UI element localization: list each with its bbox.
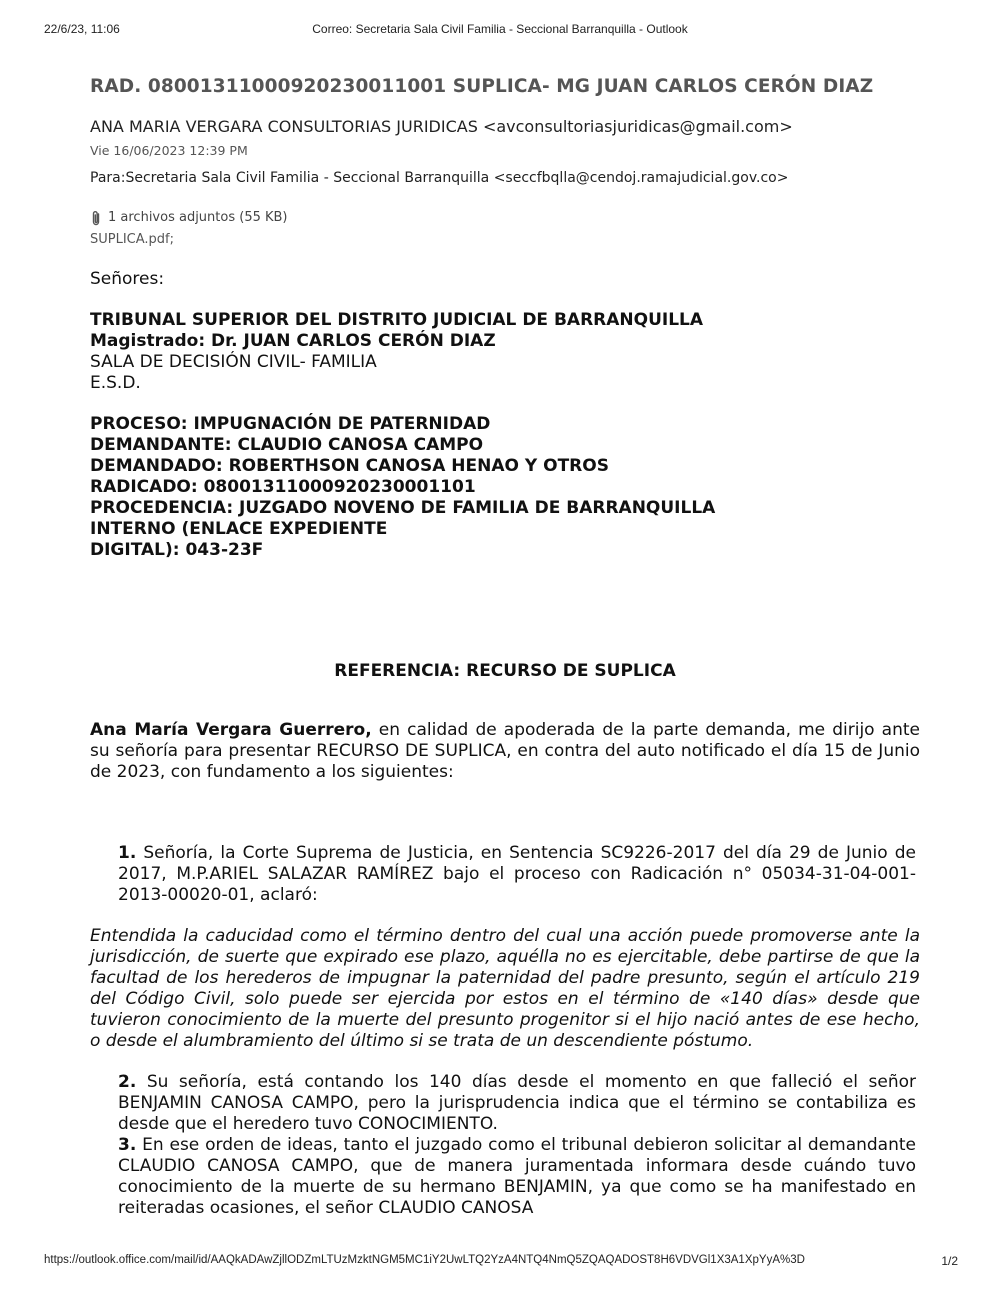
quoted-jurisprudence: Entendida la caducidad como el término dentro del cual una acción puede promoverse ante la jurisdicción, de suerte que expirado ese plazo, aquélla no es ejercitable, debe partirse de que la facultad de los herederos de impugnar la paternidad del padre presunto, según el artículo 219 del Código Civil, solo puede ser ejercida por estos en el término de «140 días» desde que tuvieron conocimiento de la muerte del presunto progenitor si el hijo nació antes de ese hecho, o desde el alumbramiento del último si se trata de un descendiente póstumo. — [90, 926, 920, 1051]
esd: E.S.D. — [90, 373, 141, 393]
item-text: En ese orden de ideas, tanto el juzgado como el tribunal debieron solicitar al demandante CLAUDIO CANOSA CAMPO, que de manera juramentada informara desde cuándo tuvo conocimiento de la muerte de su hermano BENJAMIN, ya que como se ha manifestado en reiteradas ocasiones, el señor CLAUDIO CANOSA — [118, 1135, 916, 1218]
greeting: Señores: — [90, 269, 165, 289]
print-url: https://outlook.office.com/mail/id/AAQkADAwZjllODZmLTUzMzktNGM5MC1iY2UwLTQ2YzA4NTQ4NmQ5ZQAQADOST8H6VDVGl1X3A1XpYyA%3D — [44, 1254, 805, 1266]
intro-text: en calidad de apoderada de la parte demanda, me dirijo ante su señoría para presentar RECURSO DE SUPLICA, en contra del auto notificado el día 15 de Junio de 2023, con fundamento a los siguientes: — [90, 720, 920, 782]
paperclip-icon — [90, 210, 102, 227]
interno-line-1: INTERNO (ENLACE EXPEDIENTE — [90, 519, 388, 539]
list-item — [90, 843, 920, 906]
intro-name: Ana María Vergara Guerrero, — [90, 720, 372, 740]
list-item — [90, 1135, 920, 1219]
demandante: DEMANDANTE: CLAUDIO CANOSA CAMPO — [90, 435, 484, 455]
attachments-summary[interactable] — [90, 208, 920, 228]
item-text: Señoría, la Corte Suprema de Justicia, en Sentencia SC9226-2017 del día 29 de Junio de 2017, M.P.ARIEL SALAZAR RAMÍREZ bajo el proceso con Radicación n° 05034-31-04-001-2013-00020-01, aclaró: — [118, 843, 916, 905]
item-number: 1. — [118, 843, 137, 863]
email-subject: RAD. 08001311000920230011001 SUPLICA- MG JUAN CARLOS CERÓN DIAZ — [90, 76, 874, 97]
attachments-label: 1 archivos adjuntos (55 KB) — [108, 210, 288, 225]
court-name: TRIBUNAL SUPERIOR DEL DISTRITO JUDICIAL DE BARRANQUILLA — [90, 310, 704, 330]
item-number: 3. — [118, 1135, 137, 1155]
item-number: 2. — [118, 1072, 137, 1092]
demandado: DEMANDADO: ROBERTHSON CANOSA HENAO Y OTROS — [90, 456, 609, 476]
page-number: 1/2 — [941, 1254, 958, 1268]
interno-line-2: DIGITAL): 043-23F — [90, 540, 264, 560]
item-text: Su señoría, está contando los 140 días desde el momento en que falleció el señor BENJAMIN CANOSA CAMPO, pero la jurisprudencia indica que el término se contabiliza es desde que el heredero tuvo CONOCIMIENTO. — [118, 1072, 916, 1134]
email-sender[interactable]: ANA MARIA VERGARA CONSULTORIAS JURIDICAS <avconsultoriasjuridicas@gmail.com> — [90, 117, 793, 136]
list-item — [90, 1072, 920, 1135]
proceso: PROCESO: IMPUGNACIÓN DE PATERNIDAD — [90, 414, 491, 434]
procedencia: PROCEDENCIA: JUZGADO NOVENO DE FAMILIA DE BARRANQUILLA — [90, 498, 716, 518]
sala: SALA DE DECISIÓN CIVIL- FAMILIA — [90, 352, 377, 372]
print-footer — [0, 1254, 1000, 1270]
referencia: REFERENCIA: RECURSO DE SUPLICA — [334, 661, 676, 681]
magistrate: Magistrado: Dr. JUAN CARLOS CERÓN DIAZ — [90, 331, 496, 351]
email-date: Vie 16/06/2023 12:39 PM — [90, 143, 248, 158]
intro-paragraph — [90, 720, 920, 783]
print-header — [0, 22, 1000, 38]
email-recipient: Para:Secretaria Sala Civil Familia - Seccional Barranquilla <seccfbqlla@cendoj.ramajudicial.gov.co> — [90, 170, 789, 186]
print-datetime: 22/6/23, 11:06 — [44, 22, 120, 36]
radicado: RADICADO: 08001311000920230001101 — [90, 477, 476, 497]
attachment-file-link[interactable]: SUPLICA.pdf; — [90, 232, 175, 247]
print-title: Correo: Secretaria Sala Civil Familia - Seccional Barranquilla - Outlook — [312, 22, 688, 36]
email-body — [90, 269, 920, 1219]
email-reading-pane — [90, 74, 920, 1219]
